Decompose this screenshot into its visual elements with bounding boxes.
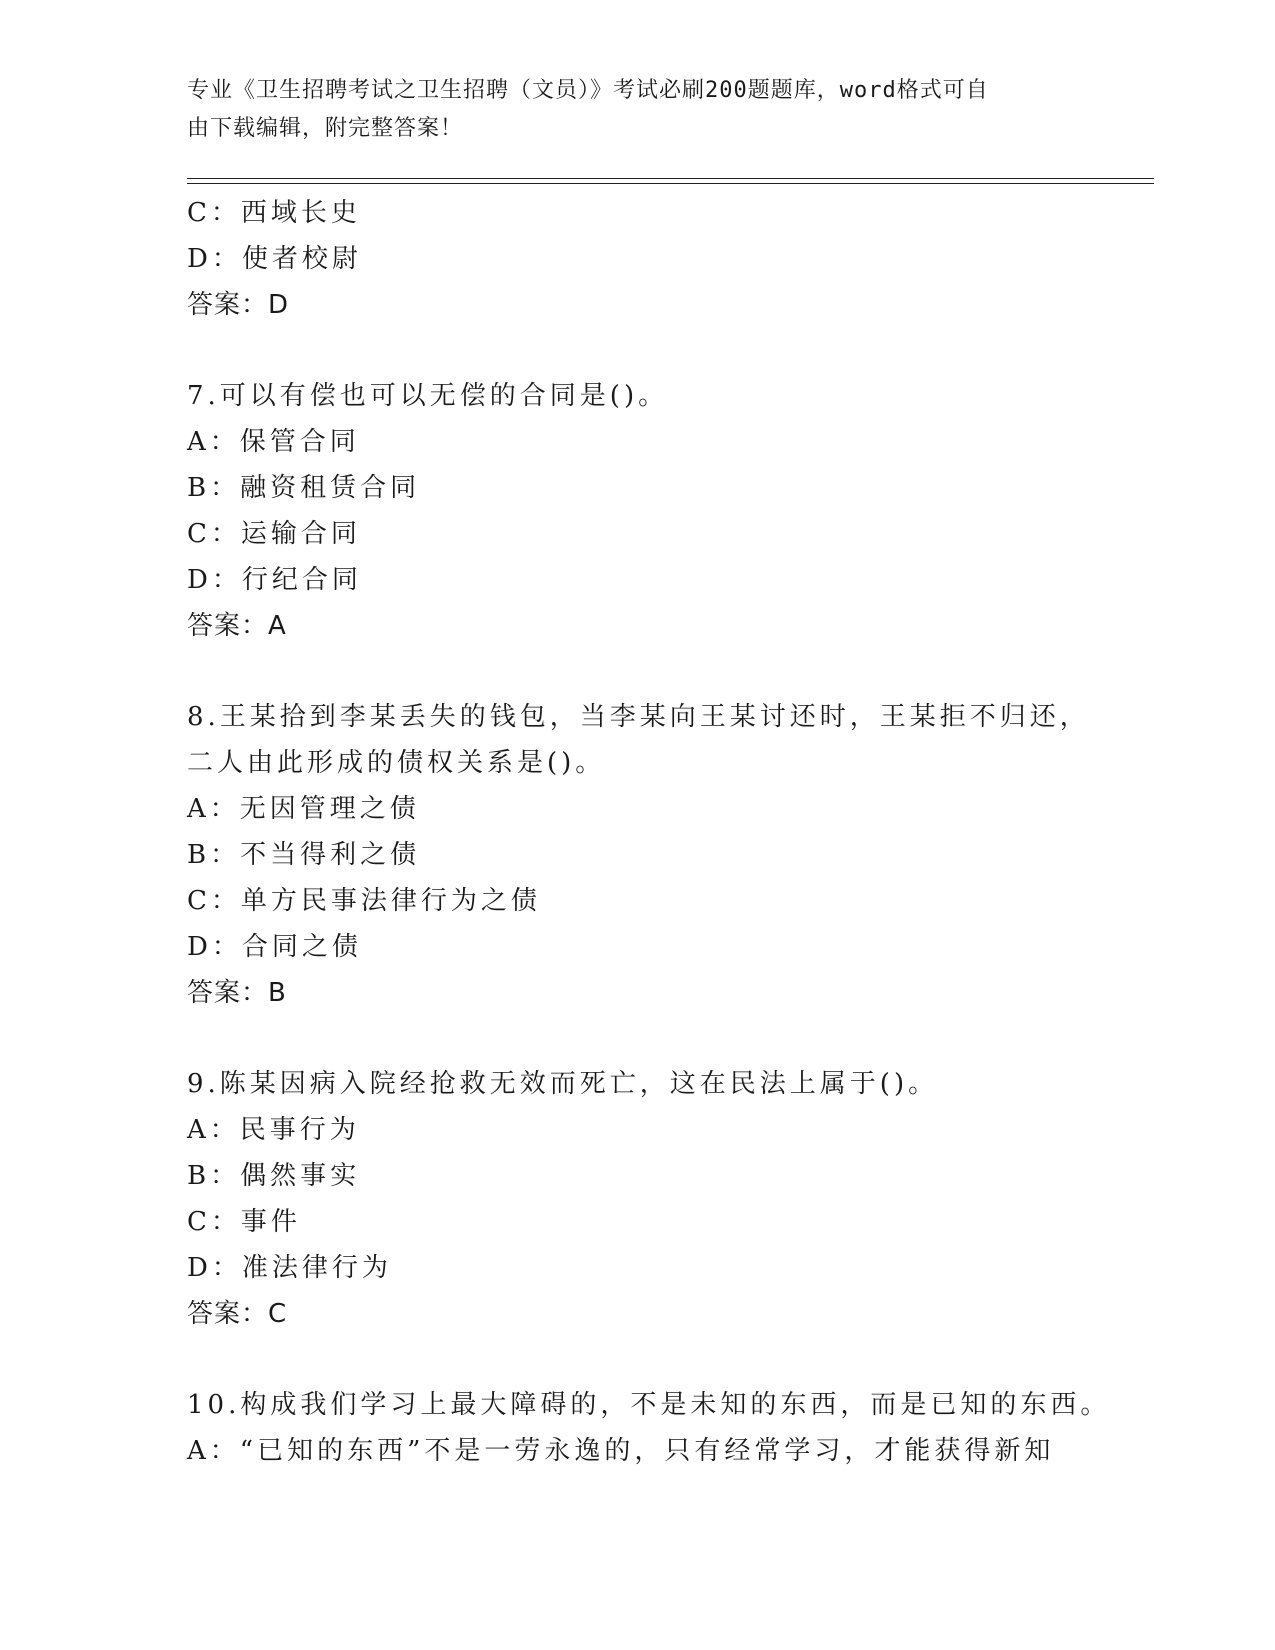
answer-line: 答案：C: [187, 1299, 288, 1329]
option-a: A：保管合同: [187, 427, 360, 457]
option-b: B：偶然事实: [187, 1161, 361, 1191]
header-divider-bottom: [187, 183, 1154, 184]
question-stem: 7.可以有偿也可以无偿的合同是()。: [187, 381, 669, 411]
option-a: A：民事行为: [187, 1115, 360, 1145]
question-block: [187, 1382, 1111, 1474]
question-block: [187, 1061, 1087, 1337]
question-stem-continued: 二人由此形成的债权关系是()。: [187, 748, 606, 778]
option-c: C：西域长史: [187, 198, 361, 228]
option-a: A：“已知的东西”不是一劳永逸的，只有经常学习，才能获得新知: [187, 1436, 1055, 1466]
header-line-1: 专业《卫生招聘考试之卫生招聘（文员）》考试必刷200题题库，word格式可自: [187, 78, 989, 103]
question-stem: 8.王某拾到李某丢失的钱包，当李某向王某讨还时，王某拒不归还，: [187, 702, 1090, 732]
question-block: [187, 373, 1087, 649]
option-d: D：行纪合同: [187, 565, 362, 595]
question-block: [187, 190, 1087, 328]
option-c: C：单方民事法律行为之债: [187, 886, 541, 916]
answer-line: 答案：D: [187, 290, 290, 320]
option-b: B：融资租赁合同: [187, 473, 421, 503]
option-d: D：合同之债: [187, 932, 362, 962]
option-c: C：运输合同: [187, 519, 361, 549]
answer-line: 答案：B: [187, 978, 287, 1008]
answer-line: 答案：A: [187, 611, 287, 641]
option-d: D：使者校尉: [187, 244, 362, 274]
question-list: [187, 190, 1111, 1474]
option-d: D：准法律行为: [187, 1253, 392, 1283]
question-stem: 10.构成我们学习上最大障碍的，不是未知的东西，而是已知的东西。: [187, 1390, 1111, 1420]
document-header: [187, 72, 1067, 148]
question-stem: 9.陈某因病入院经抢救无效而死亡，这在民法上属于()。: [187, 1069, 939, 1099]
header-divider-top: [187, 178, 1154, 179]
header-line-2: 由下载编辑，附完整答案！: [187, 116, 464, 141]
question-block: [187, 694, 1090, 1016]
option-a: A：无因管理之债: [187, 794, 420, 824]
option-c: C：事件: [187, 1207, 301, 1237]
option-b: B：不当得利之债: [187, 840, 421, 870]
